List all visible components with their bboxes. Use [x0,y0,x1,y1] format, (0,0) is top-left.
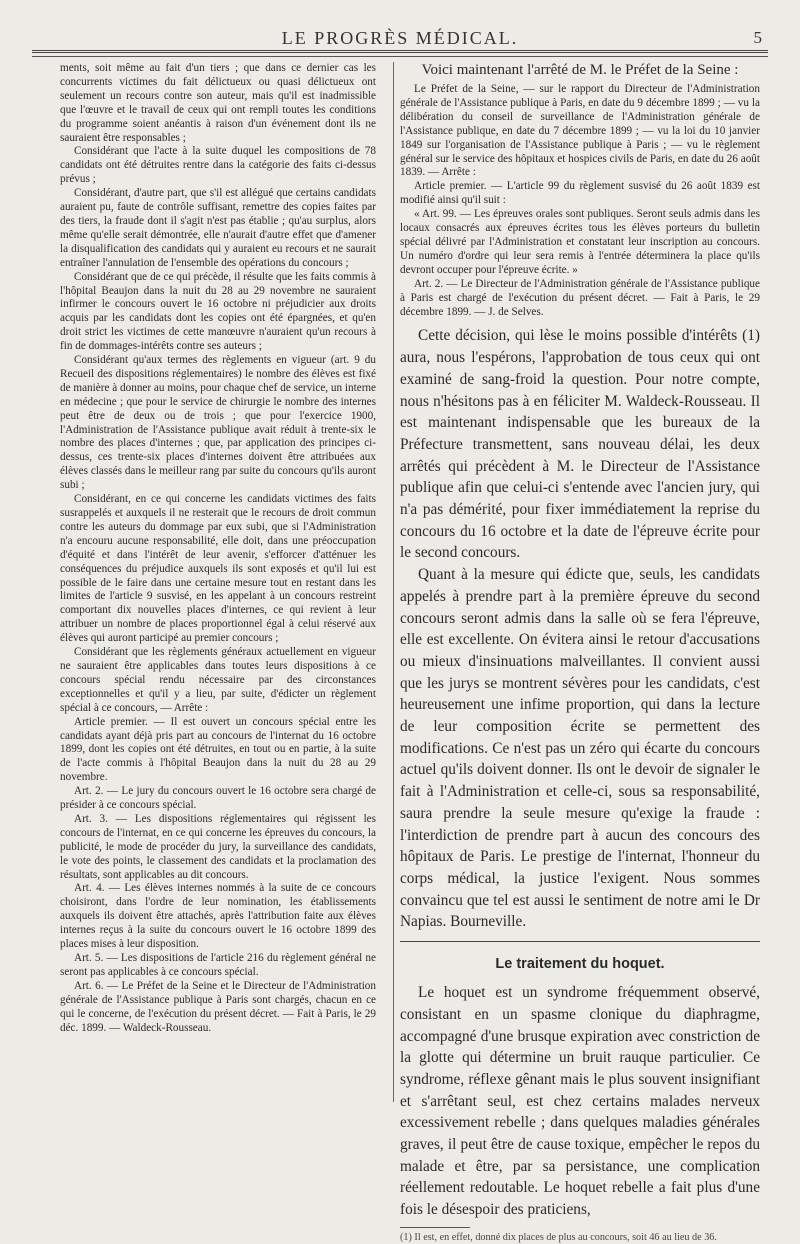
running-header-title: LE PROGRÈS MÉDICAL. [281,28,519,48]
decree-article: Art. 2. — Le jury du concours ouvert le 16 octobre sera chargé de présider à ce concours spécial. [60,785,376,812]
commentary-paragraph: Quant à la mesure qui édicte que, seuls, les candidats appelés à prendre part à la première épreuve du second concours seront admis dans la salle où se fera l'épreuve, elle est excellente. On évitera ainsi le retour d'accusations ou mieux d'insinuations malveillantes. Il convient aussi que les jurys se montrent sévères pour les candidats, c'est heureusement une infime proportion, qui dans la lecture de leur composition écrite se permettent des modifications. Ce n'est pas un zéro qui écarte du concours actuel qu'ils doivent donner. Ils ont le devoir de signaler le fait à l'Administration et celle-ci, sous sa responsabilité, saura prendre la seule mesure qu'exige la fraude : l'interdiction de prendre part à aucun des concours des hôpitaux de Paris. Le prestige de l'internat, l'honneur du corps médical, la justice l'exigent. Nous sommes convaincu que tel est aussi le sentiment de notre ami le Dr Napias. Bourneville. [400,566,760,931]
decree-article: Art. 5. — Les dispositions de l'article 216 du règlement général ne seront pas applicables à ce concours spécial. [60,952,376,978]
arrete-paragraph: Le Préfet de la Seine, — sur le rapport du Directeur de l'Administration générale de l'Assistance publique à Paris, en date du 9 décembre 1899 ; — vu la délibération du conseil de surveillance de l'Administration générale de l'Assistance publique, en date du 7 décembre 1899 ; — vu la loi du 10 janvier 1849 sur l'organisation de l'Assistance publique à Paris ; — vu le règlement général sur le service des hôpitaux et hospices civils de Paris, en date du 26 août 1839. — Arrête : [400,83,760,179]
arrete-heading: Voici maintenant l'arrêté de M. le Préfet de la Seine : [421,62,739,78]
decree-paragraph: Considérant que les règlements généraux actuellement en vigueur ne sauraient être applicables dans toutes leurs dispositions à ce concours spécial rendu nécessaire par des circonstances exceptionnelles et qu'il y a lieu, par suite, d'édicter un règlement spécial à ce concours, — Arrête : [60,646,376,714]
decree-paragraph: Considérant que de ce qui précède, il résulte que les faits commis à l'hôpital Beaujon dans la nuit du 28 au 29 novembre ne sauraient infirmer le concours ouvert le 16 octobre ni préjudicier aux droits acquis par les candidats dont les copies ont été épargnées, et qu'en droit strict les victimes de cette manœuvre n'auraient qu'un recours à fin de dommages-intérêts contre ses auteurs ; [60,270,376,353]
footnote: (1) Il est, en effet, donné dix places de plus au concours, soit 46 au lieu de 36. [400,1231,717,1243]
left-column [60,62,376,1035]
section-divider [400,941,760,942]
commentary-text [400,325,760,933]
column-divider [393,62,394,1102]
header-double-rule [32,50,768,53]
decree-text [60,62,376,1035]
decree-article: Article premier. — Il est ouvert un concours spécial entre les candidats ayant déjà pris part au concours de l'internat du 16 octobre 1899, dont les copies ont été détruites, en tout ou en partie, à la suite de l'acte commis à l'hôpital Beaujon dans la nuit du 28 au 29 novembre. [60,715,376,784]
arrete-text [400,83,760,319]
commentary-paragraph: Cette décision, qui lèse le moins possible d'intérêts (1) aura, nous l'espérons, l'approbation de tous ceux qui ont examiné de sang-froid la question. Pour notre compte, nous n'hésitons pas à en féliciter M. Waldeck-Rousseau. Il est maintenant indispensable que les bureaux de la Préfecture transmettent, sans nouveau délai, les deux arrêtés qui précèdent à M. le Directeur de l'Assistance publique afin que celui-ci s'entende avec l'ancien jury, qui n'a pas démérité, pour fixer immédiatement la reprise du concours du 16 octobre et la date de l'épreuve écrite pour le second concours. [400,327,760,562]
footnote-rule [400,1227,470,1228]
decree-paragraph: ments, soit même au fait d'un tiers ; que dans ce dernier cas les concurrents victimes du fait délictueux ou quasi délictueux ont seulement un recours contre son auteur, mais qu'il est inadmissible que l'œuvre et le travail de ceux qui ont rempli toutes les conditions du programme soient anéantis à raison d'un événement dont ils ne sauraient être responsables ; [60,62,376,144]
decree-paragraph: Considérant, d'autre part, que s'il est allégué que certains candidats auraient pu, faute de contrôle suffisant, remettre des copies faites par des tiers, la fraude dont il s'agit n'est pas établie ; qu'au surplus, alors même qu'elle serait démontrée, elle n'aurait d'autre effet que d'amener la disqualification des candidats qui y auraient eu recours et ne saurait entraîner l'annulation de l'ensemble des opérations du concours ; [60,187,376,269]
decree-paragraph: Considérant qu'aux termes des règlements en vigueur (art. 9 du Recueil des dispositions réglementaires) le nombre des élèves est fixé de manière à donner au moins, pour chaque chef de service, un interne en médecine ; que pour le service de chirurgie le nombre des internes peut être de deux ou de trois ; que pour l'exercice 1900, l'Administration de l'Assistance publique avait réduit à trente-six le nombre des places d'internes ; que, par application des principes ci-dessus, ces trente-six places d'internes doivent être attribuées aux élèves classés dans le meilleur rang par suite du concours qu'ils auront subi ; [60,354,376,492]
arrete-paragraph: Art. 2. — Le Directeur de l'Administration générale de l'Assistance publique à Paris est chargé de l'exécution du présent décret. — Fait à Paris, le 29 décembre 1899. — J. de Selves. [400,277,760,318]
arrete-paragraph: « Art. 99. — Les épreuves orales sont publiques. Seront seuls admis dans les locaux consacrés aux épreuves écrites tous les élèves porteurs du bulletin spécial délivré par l'Administration et constatant leur inscription au concours. Un numéro d'ordre qui leur sera remis à l'entrée déterminera la place qu'ils devront occuper pour l'épreuve écrite. » [400,208,760,276]
decree-paragraph: Considérant, en ce qui concerne les candidats victimes des faits susrappelés et auxquels il ne resterait que le recours de droit commun contre les auteurs du dommage par eux subi, que si l'Administration n'a encouru aucune responsabilité, elle doit, dans une préoccupation d'équité et dans l'intérêt de leur avenir, s'efforcer d'atténuer les conséquences du préjudice auxquels ils sont exposés et qu'il lui est possible de le faire dans une certaine mesure tout en restant dans les limites de l'article 9 susvisé, en les appelant à un concours restreint comportant dix nouvelles places d'internes, ce qui revient à leur attribuer un nombre de places proportionnel égal à celui réservé aux élèves qui auront participé au premier concours ; [60,493,376,645]
header-rule [32,56,768,57]
decree-article: Art. 4. — Les élèves internes nommés à la suite de ce concours choisiront, dans l'ordre de leur nomination, les établissements auxquels ils doivent être attachés, après l'attribution faite aux élèves internes reçus à la suite du concours ouvert le 16 octobre 1899 des places mises à leur disposition. [60,882,376,951]
section-paragraph: Le hoquet est un syndrome fréquemment observé, consistant en un spasme clonique du diaphragme, accompagné d'une brusque expiration avec constriction de la glotte qui détermine un bruit rauque particulier. Ce syndrome, réflexe gênant mais le plus souvent insignifiant et s'arrêtant seul, est chez certains malades nerveux excessivement rebelle ; dans quelques maladies générales graves, il peut être de cause toxique, empêcher le repos du malade et être, par sa persistance, une complication réellement redoutable. Le hoquet rebelle a fait plus d'une fois le désespoir des praticiens, [400,984,760,1219]
arrete-paragraph: Article premier. — L'article 99 du règlement susvisé du 26 août 1839 est modifié ainsi qu'il suit : [400,180,760,207]
right-column [400,62,760,1244]
decree-paragraph: Considérant que l'acte à la suite duquel les compositions de 78 candidats ont été détruites rentre dans la catégorie des faits ci-dessus prévus ; [60,145,376,186]
section-title: Le traitement du hoquet. [495,956,665,973]
page-number: 5 [753,28,762,47]
decree-article: Art. 3. — Les dispositions réglementaires qui régissent les concours de l'internat, en ce qui concerne les épreuves du concours, la publicité, le mode de procéder du jury, la surveillance des candidats, le vote des points, le classement des candidats et la proclamation des résultats, sont applicables au dit concours. [60,812,376,881]
decree-article: Art. 6. — Le Préfet de la Seine et le Directeur de l'Administration générale de l'Assistance publique à Paris sont chargés, chacun en ce qui le concerne, de l'exécution du présent décret. — Fait à Paris, le 29 déc. 1899. — Waldeck-Rousseau. [60,979,376,1034]
section-text [400,982,760,1221]
